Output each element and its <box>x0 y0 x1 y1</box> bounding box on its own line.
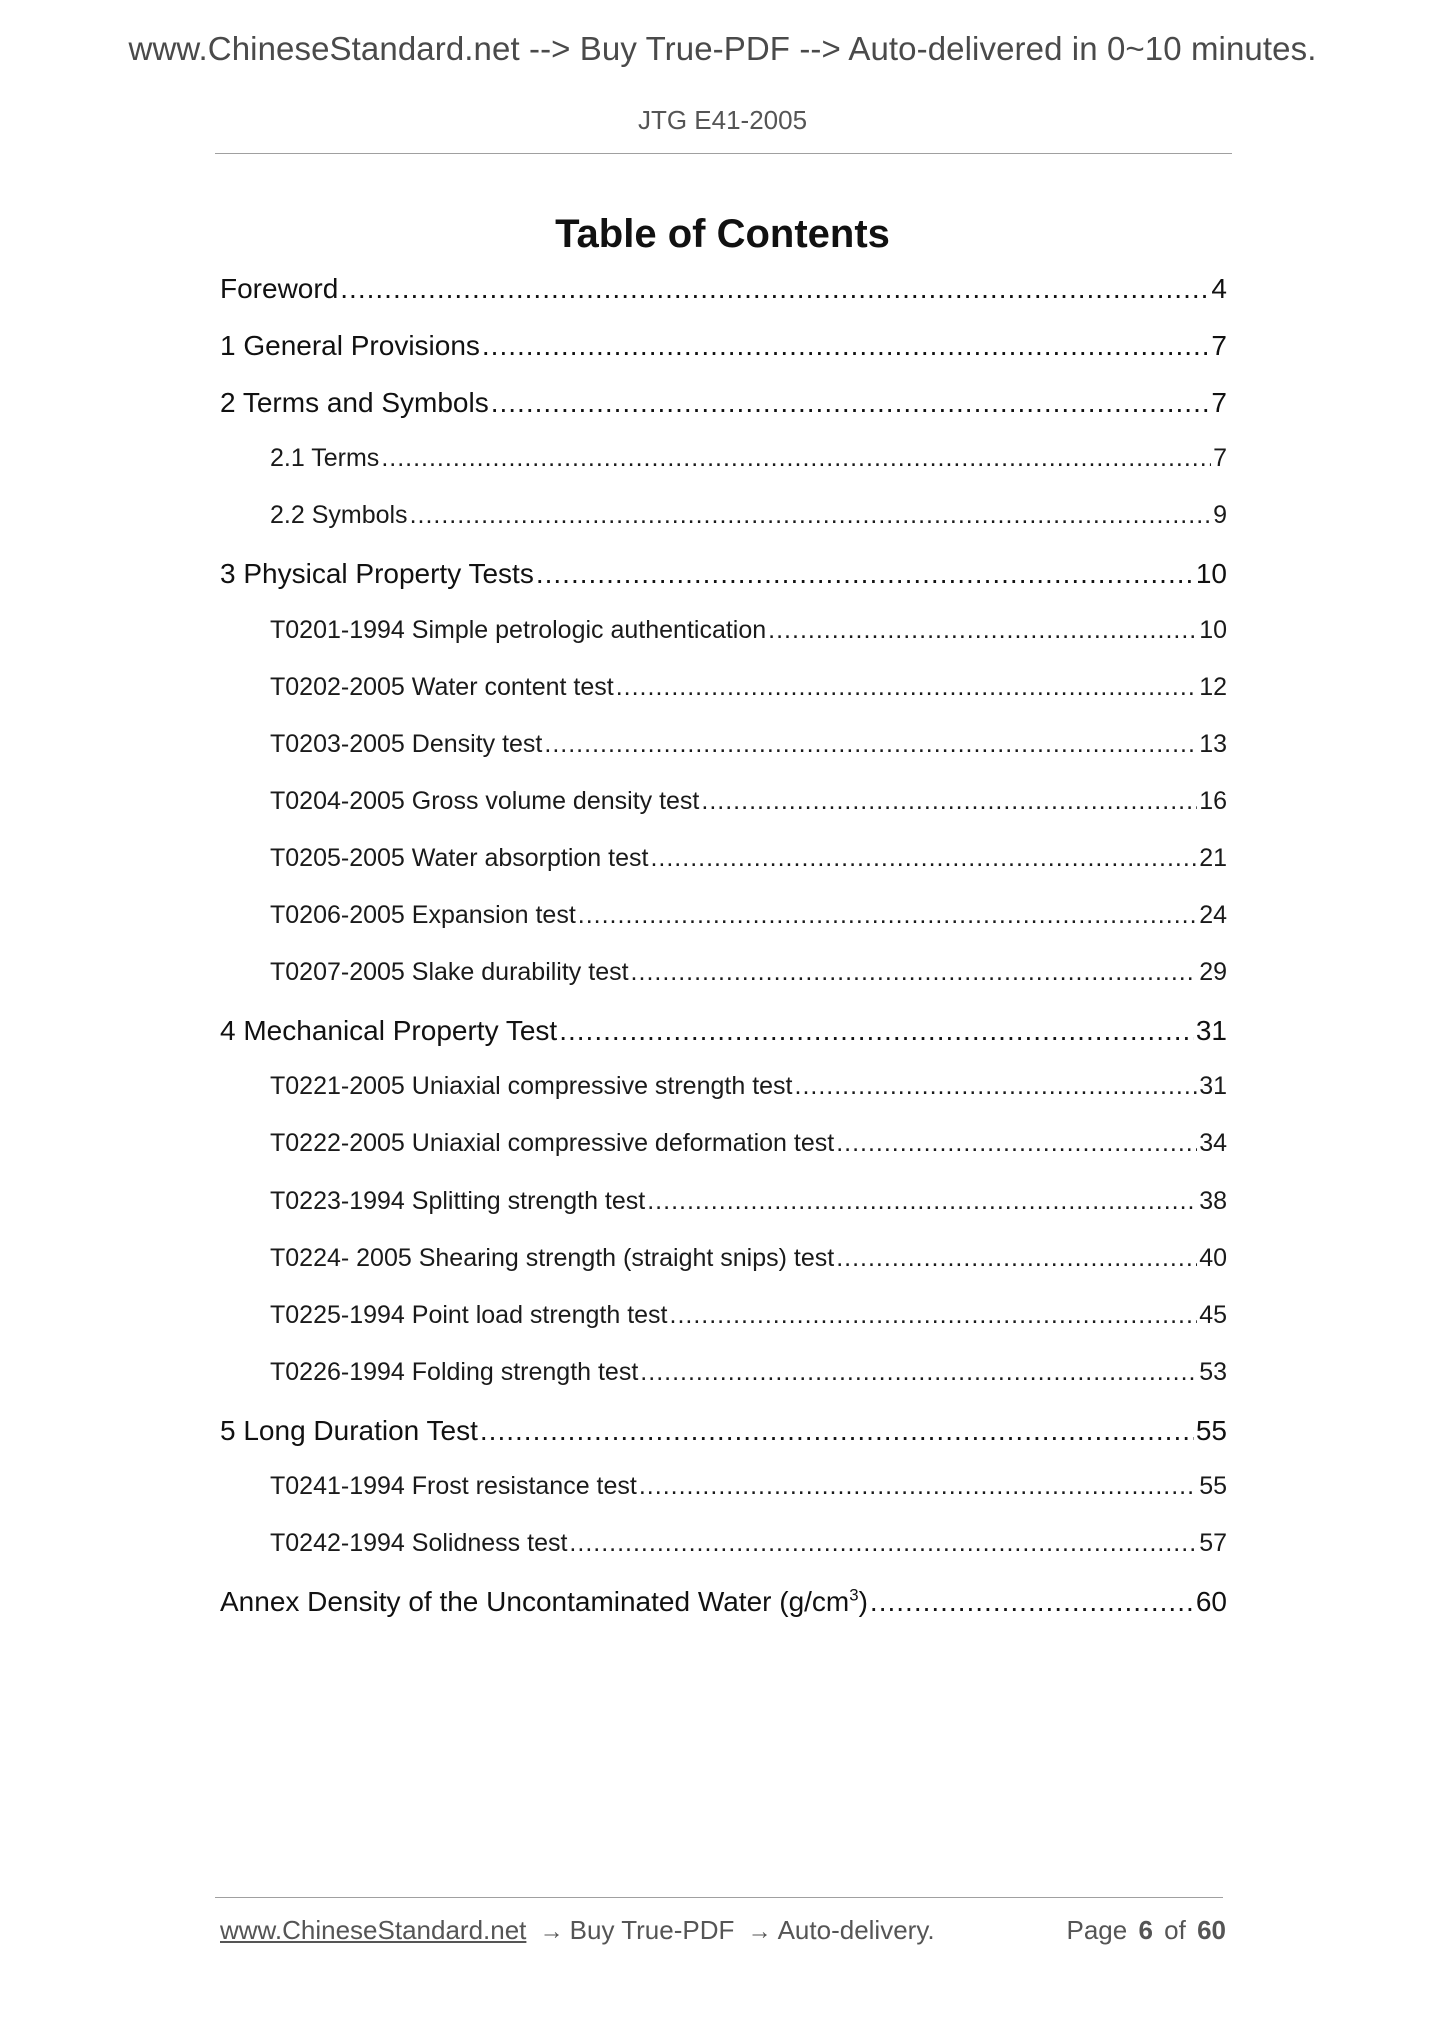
toc-entry-title: 2.2 Symbols <box>270 501 408 530</box>
dot-leader <box>569 1529 1197 1558</box>
page-of-label: of <box>1164 1915 1186 1945</box>
arrow-right-icon: → <box>539 1918 564 1945</box>
toc-entry-page: 31 <box>1195 1015 1227 1047</box>
dot-leader <box>795 1072 1198 1101</box>
toc-subentry[interactable] <box>220 1244 1227 1301</box>
toc-entry-title: T0206-2005 Expansion test <box>270 901 576 930</box>
dot-leader <box>578 901 1197 930</box>
footer-delivery-text: Auto-delivery. <box>777 1915 935 1945</box>
toc-entry[interactable] <box>220 1415 1227 1472</box>
toc-entry-title: T0241-1994 Frost resistance test <box>270 1471 637 1500</box>
annex-title-close: ) <box>858 1586 868 1618</box>
toc-subentry[interactable] <box>220 1529 1227 1586</box>
toc-entry-annex[interactable] <box>220 1586 1227 1643</box>
toc-entry-page: 9 <box>1213 501 1227 530</box>
dot-leader <box>701 787 1197 816</box>
toc-entry-title: T0223-1994 Splitting strength test <box>270 1186 646 1215</box>
toc-entry-title: 1 General Provisions <box>220 330 480 362</box>
toc-entry-page: 21 <box>1199 843 1227 872</box>
dot-leader <box>616 673 1197 702</box>
dot-leader <box>768 616 1197 645</box>
toc-entry-page: 55 <box>1195 1414 1227 1446</box>
annex-title-text: Annex Density of the Uncontaminated Water (g/cm <box>220 1586 850 1618</box>
toc-subentry[interactable] <box>220 1358 1227 1415</box>
toc-entry-title: T0222-2005 Uniaxial compressive deformation test <box>270 1129 835 1158</box>
toc-subentry[interactable] <box>220 444 1227 501</box>
dot-leader <box>650 844 1197 873</box>
toc-entry-page: 34 <box>1199 1129 1227 1158</box>
toc-subentry[interactable] <box>220 787 1227 844</box>
toc-subentry[interactable] <box>220 1301 1227 1358</box>
toc-entry-title: T0203-2005 Density test <box>270 729 543 758</box>
annex-superscript: 3 <box>849 1586 859 1605</box>
toc-entry-title: T0242-1994 Solidness test <box>270 1529 568 1558</box>
toc-entry-title: T0224- 2005 Shearing strength (straight snips) test <box>270 1243 835 1272</box>
footer-divider <box>215 1897 1223 1898</box>
footer-buy-text: Buy True-PDF <box>569 1915 735 1945</box>
toc-entry-page: 7 <box>1211 330 1227 362</box>
dot-leader <box>639 1472 1197 1501</box>
dot-leader <box>536 558 1194 590</box>
toc-subentry[interactable] <box>220 958 1227 1015</box>
toc-entry-page: 7 <box>1213 444 1227 473</box>
toc-entry-title: 2 Terms and Symbols <box>220 387 489 419</box>
toc-entry[interactable] <box>220 387 1227 444</box>
toc-subentry[interactable] <box>220 1129 1227 1186</box>
toc-entry-page: 53 <box>1199 1357 1227 1386</box>
toc-entry-title: 4 Mechanical Property Test <box>220 1015 558 1047</box>
dot-leader <box>836 1129 1197 1158</box>
dot-leader <box>381 444 1211 473</box>
dot-leader <box>480 1415 1194 1447</box>
arrow-right-icon: → <box>747 1918 772 1945</box>
toc-subentry[interactable] <box>220 1072 1227 1129</box>
page-label: Page <box>1066 1915 1128 1945</box>
toc-entry-page: 38 <box>1199 1186 1227 1215</box>
toc-entry-title <box>220 1586 868 1618</box>
footer-site-link[interactable]: www.ChineseStandard.net <box>220 1915 527 1945</box>
toc-subentry[interactable] <box>220 616 1227 673</box>
toc-entry[interactable] <box>220 273 1227 330</box>
toc-entry-page: 10 <box>1195 558 1227 590</box>
dot-leader <box>647 1187 1197 1216</box>
toc-subentry[interactable] <box>220 1187 1227 1244</box>
toc-subentry[interactable] <box>220 1472 1227 1529</box>
toc-entry-title: T0226-1994 Folding strength test <box>270 1357 639 1386</box>
toc-entry-page: 31 <box>1199 1072 1227 1101</box>
dot-leader <box>544 730 1197 759</box>
toc-entry-title: Foreword <box>220 273 339 304</box>
toc-entry-title: T0225-1994 Point load strength test <box>270 1300 668 1329</box>
toc-entry-title: T0205-2005 Water absorption test <box>270 843 649 872</box>
toc-subentry[interactable] <box>220 501 1227 558</box>
toc-subentry[interactable] <box>220 844 1227 901</box>
toc-entry-title: T0221-2005 Uniaxial compressive strength test <box>270 1072 793 1101</box>
page-indicator <box>1062 1915 1226 1946</box>
toc-entry[interactable] <box>220 330 1227 387</box>
toc-entry-page: 7 <box>1211 387 1227 419</box>
page-total: 60 <box>1197 1915 1226 1945</box>
toc-entry-title: T0207-2005 Slake durability test <box>270 958 629 987</box>
toc-entry-page: 60 <box>1195 1586 1227 1618</box>
page-footer <box>220 1915 1226 1946</box>
toc-entry[interactable] <box>220 558 1227 615</box>
dot-leader <box>870 1586 1194 1618</box>
dot-leader <box>559 1015 1194 1047</box>
toc-entry[interactable] <box>220 1015 1227 1072</box>
toc-entry-page: 16 <box>1199 786 1227 815</box>
toc-entry-page: 10 <box>1199 615 1227 644</box>
toc-entry-page: 4 <box>1211 273 1227 304</box>
page-title: Table of Contents <box>555 212 890 256</box>
toc-entry-page: 45 <box>1199 1300 1227 1329</box>
toc-entry-page: 55 <box>1199 1471 1227 1500</box>
document-code: JTG E41-2005 <box>637 105 808 135</box>
dot-leader <box>410 501 1212 530</box>
toc-subentry[interactable] <box>220 730 1227 787</box>
toc-entry-page: 40 <box>1199 1243 1227 1272</box>
page-current: 6 <box>1138 1915 1153 1945</box>
dot-leader <box>482 330 1210 362</box>
toc-entry-title: 3 Physical Property Tests <box>220 558 534 590</box>
toc-list <box>220 273 1227 1643</box>
toc-entry-page: 13 <box>1199 729 1227 758</box>
dot-leader <box>340 273 1209 305</box>
toc-subentry[interactable] <box>220 673 1227 730</box>
toc-entry-page: 29 <box>1199 958 1227 987</box>
dot-leader <box>836 1244 1197 1273</box>
toc-entry-title: T0204-2005 Gross volume density test <box>270 786 700 815</box>
toc-entry-title: T0201-1994 Simple petrologic authentication <box>270 615 767 644</box>
dot-leader <box>640 1358 1197 1387</box>
toc-entry-title: 5 Long Duration Test <box>220 1414 478 1446</box>
dot-leader <box>670 1301 1198 1330</box>
banner-text: www.ChineseStandard.net --> Buy True-PDF --> Auto-delivered in 0~10 minutes. <box>128 30 1317 67</box>
header-divider <box>215 153 1232 154</box>
toc-entry-page: 12 <box>1199 672 1227 701</box>
toc-entry-page: 24 <box>1199 901 1227 930</box>
dot-leader <box>491 387 1210 419</box>
dot-leader <box>631 958 1198 987</box>
toc-entry-title: 2.1 Terms <box>270 444 380 473</box>
toc-subentry[interactable] <box>220 901 1227 958</box>
footer-promo <box>220 1915 935 1946</box>
toc-entry-title: T0202-2005 Water content test <box>270 672 614 701</box>
toc-entry-page: 57 <box>1199 1529 1227 1558</box>
